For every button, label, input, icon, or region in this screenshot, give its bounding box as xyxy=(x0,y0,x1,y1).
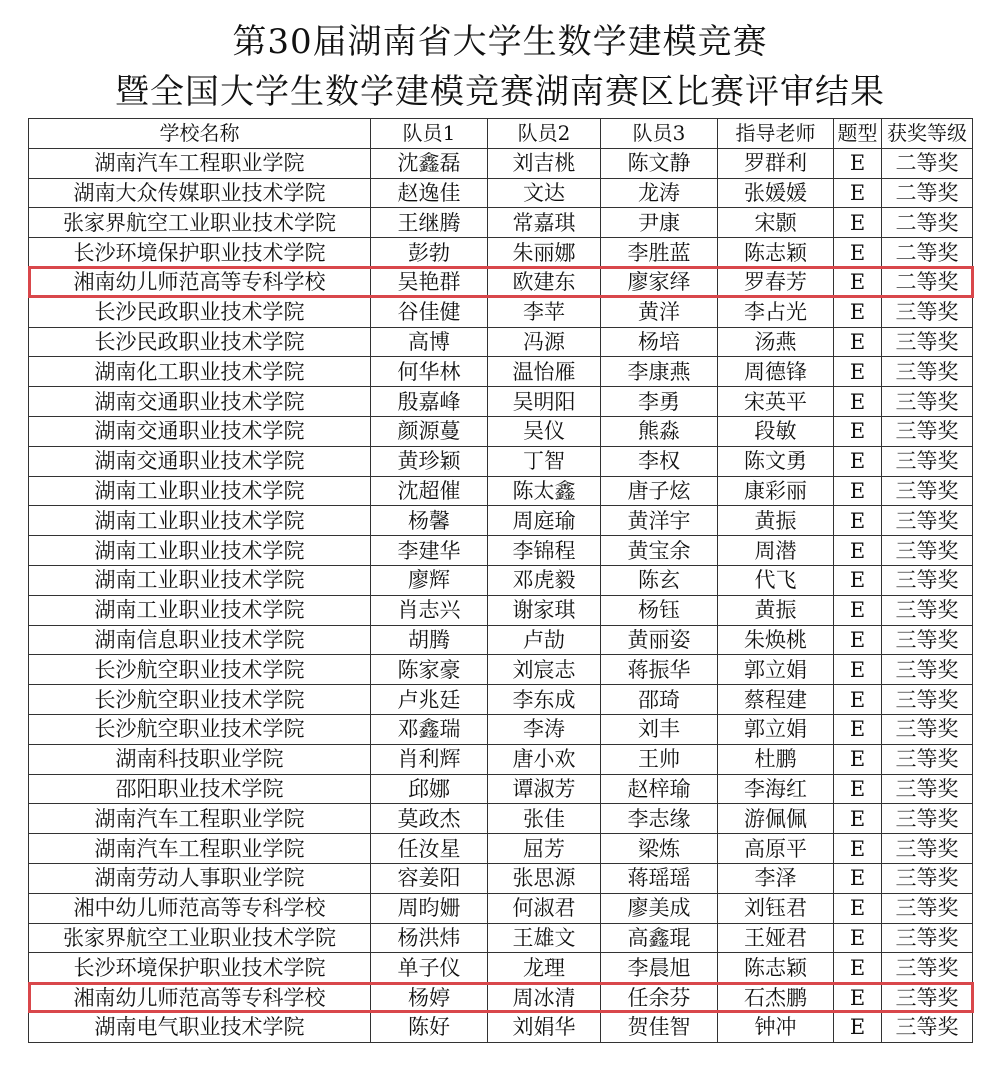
advisor-cell: 张媛媛 xyxy=(718,178,834,208)
member-2-cell: 卢劼 xyxy=(488,625,601,655)
school-cell: 湖南信息职业技术学院 xyxy=(29,625,371,655)
member-3-cell: 李勇 xyxy=(601,387,718,417)
member-3-cell: 廖家绎 xyxy=(601,267,718,297)
table-row xyxy=(29,387,973,417)
school-cell: 湖南科技职业学院 xyxy=(29,744,371,774)
school-cell: 邵阳职业技术学院 xyxy=(29,774,371,804)
advisor-cell: 郭立娟 xyxy=(718,655,834,685)
problem-type-cell: E xyxy=(834,565,882,595)
header-member-3: 队员3 xyxy=(601,119,718,149)
award-level-cell: 三等奖 xyxy=(882,804,973,834)
problem-type-cell: E xyxy=(834,983,882,1013)
award-level-cell: 三等奖 xyxy=(882,387,973,417)
member-1-cell: 何华林 xyxy=(371,357,488,387)
problem-type-cell: E xyxy=(834,744,882,774)
award-level-cell: 三等奖 xyxy=(882,1012,973,1042)
member-2-cell: 刘宸志 xyxy=(488,655,601,685)
award-level-cell: 三等奖 xyxy=(882,655,973,685)
member-2-cell: 周庭瑜 xyxy=(488,506,601,536)
award-level-cell: 三等奖 xyxy=(882,953,973,983)
member-1-cell: 陈好 xyxy=(371,1012,488,1042)
award-level-cell: 三等奖 xyxy=(882,744,973,774)
table-row xyxy=(29,565,973,595)
award-level-cell: 三等奖 xyxy=(882,774,973,804)
advisor-cell: 朱焕桃 xyxy=(718,625,834,655)
school-cell: 湖南工业职业技术学院 xyxy=(29,536,371,566)
member-1-cell: 容姜阳 xyxy=(371,863,488,893)
advisor-cell: 宋颢 xyxy=(718,208,834,238)
school-cell: 湘南幼儿师范高等专科学校 xyxy=(29,267,371,297)
member-3-cell: 蒋瑶瑶 xyxy=(601,863,718,893)
member-2-cell: 李锦程 xyxy=(488,536,601,566)
school-cell: 湖南汽车工程职业学院 xyxy=(29,148,371,178)
member-3-cell: 尹康 xyxy=(601,208,718,238)
member-2-cell: 张佳 xyxy=(488,804,601,834)
member-2-cell: 何淑君 xyxy=(488,893,601,923)
member-3-cell: 李胜蓝 xyxy=(601,238,718,268)
member-2-cell: 常嘉琪 xyxy=(488,208,601,238)
member-1-cell: 黄珍颖 xyxy=(371,446,488,476)
award-level-cell: 二等奖 xyxy=(882,148,973,178)
award-level-cell: 三等奖 xyxy=(882,983,973,1013)
advisor-cell: 李海红 xyxy=(718,774,834,804)
school-cell: 张家界航空工业职业技术学院 xyxy=(29,923,371,953)
problem-type-cell: E xyxy=(834,714,882,744)
advisor-cell: 陈志颖 xyxy=(718,238,834,268)
member-2-cell: 李苹 xyxy=(488,297,601,327)
school-cell: 湖南交通职业技术学院 xyxy=(29,446,371,476)
table-row xyxy=(29,208,973,238)
advisor-cell: 游佩佩 xyxy=(718,804,834,834)
problem-type-cell: E xyxy=(834,953,882,983)
school-cell: 湖南大众传媒职业技术学院 xyxy=(29,178,371,208)
member-2-cell: 刘娟华 xyxy=(488,1012,601,1042)
advisor-cell: 罗春芳 xyxy=(718,267,834,297)
advisor-cell: 刘钰君 xyxy=(718,893,834,923)
advisor-cell: 陈志颖 xyxy=(718,953,834,983)
problem-type-cell: E xyxy=(834,655,882,685)
advisor-cell: 宋英平 xyxy=(718,387,834,417)
advisor-cell: 代飞 xyxy=(718,565,834,595)
member-1-cell: 殷嘉峰 xyxy=(371,387,488,417)
advisor-cell: 郭立娟 xyxy=(718,714,834,744)
table-row xyxy=(29,834,973,864)
table-row xyxy=(29,744,973,774)
member-2-cell: 李涛 xyxy=(488,714,601,744)
problem-type-cell: E xyxy=(834,446,882,476)
member-1-cell: 谷佳健 xyxy=(371,297,488,327)
award-level-cell: 三等奖 xyxy=(882,714,973,744)
member-2-cell: 张思源 xyxy=(488,863,601,893)
award-level-cell: 三等奖 xyxy=(882,923,973,953)
member-3-cell: 廖美成 xyxy=(601,893,718,923)
member-2-cell: 屈芳 xyxy=(488,834,601,864)
table-row xyxy=(29,923,973,953)
problem-type-cell: E xyxy=(834,536,882,566)
member-1-cell: 周昀姗 xyxy=(371,893,488,923)
table-row xyxy=(29,863,973,893)
award-level-cell: 三等奖 xyxy=(882,506,973,536)
member-3-cell: 黄洋宇 xyxy=(601,506,718,536)
member-2-cell: 朱丽娜 xyxy=(488,238,601,268)
problem-type-cell: E xyxy=(834,208,882,238)
award-level-cell: 三等奖 xyxy=(882,625,973,655)
member-3-cell: 任余芬 xyxy=(601,983,718,1013)
table-row xyxy=(29,297,973,327)
award-level-cell: 三等奖 xyxy=(882,595,973,625)
member-1-cell: 单子仪 xyxy=(371,953,488,983)
award-level-cell: 三等奖 xyxy=(882,565,973,595)
member-1-cell: 杨婷 xyxy=(371,983,488,1013)
advisor-cell: 黄振 xyxy=(718,595,834,625)
member-3-cell: 刘丰 xyxy=(601,714,718,744)
problem-type-cell: E xyxy=(834,357,882,387)
school-cell: 湖南电气职业技术学院 xyxy=(29,1012,371,1042)
problem-type-cell: E xyxy=(834,238,882,268)
advisor-cell: 王娅君 xyxy=(718,923,834,953)
member-1-cell: 任汝星 xyxy=(371,834,488,864)
member-2-cell: 欧建东 xyxy=(488,267,601,297)
member-2-cell: 温怡雁 xyxy=(488,357,601,387)
member-1-cell: 王继腾 xyxy=(371,208,488,238)
table-row xyxy=(29,476,973,506)
advisor-cell: 罗群利 xyxy=(718,148,834,178)
school-cell: 湖南汽车工程职业学院 xyxy=(29,804,371,834)
member-1-cell: 肖利辉 xyxy=(371,744,488,774)
school-cell: 湖南化工职业技术学院 xyxy=(29,357,371,387)
member-3-cell: 王帅 xyxy=(601,744,718,774)
member-2-cell: 周冰清 xyxy=(488,983,601,1013)
member-3-cell: 梁炼 xyxy=(601,834,718,864)
member-1-cell: 卢兆廷 xyxy=(371,685,488,715)
advisor-cell: 陈文勇 xyxy=(718,446,834,476)
problem-type-cell: E xyxy=(834,774,882,804)
member-2-cell: 吴仪 xyxy=(488,416,601,446)
award-level-cell: 三等奖 xyxy=(882,446,973,476)
table-row xyxy=(29,446,973,476)
problem-type-cell: E xyxy=(834,416,882,446)
member-2-cell: 丁智 xyxy=(488,446,601,476)
results-table xyxy=(28,118,973,1043)
member-3-cell: 李权 xyxy=(601,446,718,476)
member-1-cell: 莫政杰 xyxy=(371,804,488,834)
award-level-cell: 三等奖 xyxy=(882,893,973,923)
problem-type-cell: E xyxy=(834,1012,882,1042)
problem-type-cell: E xyxy=(834,387,882,417)
table-row xyxy=(29,506,973,536)
problem-type-cell: E xyxy=(834,685,882,715)
advisor-cell: 石杰鹏 xyxy=(718,983,834,1013)
member-1-cell: 赵逸佳 xyxy=(371,178,488,208)
member-2-cell: 唐小欢 xyxy=(488,744,601,774)
member-1-cell: 沈鑫磊 xyxy=(371,148,488,178)
advisor-cell: 李泽 xyxy=(718,863,834,893)
award-level-cell: 三等奖 xyxy=(882,476,973,506)
member-3-cell: 熊淼 xyxy=(601,416,718,446)
award-level-cell: 三等奖 xyxy=(882,357,973,387)
member-2-cell: 谭淑芳 xyxy=(488,774,601,804)
table-row xyxy=(29,655,973,685)
member-1-cell: 胡腾 xyxy=(371,625,488,655)
award-level-cell: 二等奖 xyxy=(882,267,973,297)
table-row xyxy=(29,416,973,446)
member-1-cell: 廖辉 xyxy=(371,565,488,595)
member-3-cell: 陈玄 xyxy=(601,565,718,595)
problem-type-cell: E xyxy=(834,834,882,864)
member-1-cell: 肖志兴 xyxy=(371,595,488,625)
problem-type-cell: E xyxy=(834,148,882,178)
document-title-line-1: 第30届湖南省大学生数学建模竞赛 xyxy=(232,22,768,62)
advisor-cell: 蔡程建 xyxy=(718,685,834,715)
member-1-cell: 杨洪炜 xyxy=(371,923,488,953)
member-2-cell: 谢家琪 xyxy=(488,595,601,625)
award-level-cell: 三等奖 xyxy=(882,327,973,357)
table-row xyxy=(29,774,973,804)
member-3-cell: 杨培 xyxy=(601,327,718,357)
document-title-line-2: 暨全国大学生数学建模竞赛湖南赛区比赛评审结果 xyxy=(115,72,885,112)
school-cell: 长沙民政职业技术学院 xyxy=(29,297,371,327)
member-3-cell: 杨钰 xyxy=(601,595,718,625)
member-3-cell: 黄宝余 xyxy=(601,536,718,566)
member-3-cell: 贺佳智 xyxy=(601,1012,718,1042)
member-1-cell: 邱娜 xyxy=(371,774,488,804)
header-award-level: 获奖等级 xyxy=(882,119,973,149)
school-cell: 湖南交通职业技术学院 xyxy=(29,416,371,446)
member-3-cell: 赵梓瑜 xyxy=(601,774,718,804)
award-level-cell: 三等奖 xyxy=(882,536,973,566)
school-cell: 湖南劳动人事职业学院 xyxy=(29,863,371,893)
problem-type-cell: E xyxy=(834,327,882,357)
member-1-cell: 邓鑫瑞 xyxy=(371,714,488,744)
award-level-cell: 二等奖 xyxy=(882,178,973,208)
problem-type-cell: E xyxy=(834,893,882,923)
problem-type-cell: E xyxy=(834,923,882,953)
school-cell: 湖南工业职业技术学院 xyxy=(29,565,371,595)
problem-type-cell: E xyxy=(834,595,882,625)
school-cell: 湖南交通职业技术学院 xyxy=(29,387,371,417)
member-3-cell: 陈文静 xyxy=(601,148,718,178)
member-1-cell: 沈超催 xyxy=(371,476,488,506)
member-3-cell: 黄丽姿 xyxy=(601,625,718,655)
school-cell: 长沙民政职业技术学院 xyxy=(29,327,371,357)
header-member-1: 队员1 xyxy=(371,119,488,149)
advisor-cell: 杜鹏 xyxy=(718,744,834,774)
member-1-cell: 高博 xyxy=(371,327,488,357)
advisor-cell: 康彩丽 xyxy=(718,476,834,506)
member-2-cell: 刘吉桃 xyxy=(488,148,601,178)
school-cell: 长沙环境保护职业技术学院 xyxy=(29,953,371,983)
header-school: 学校名称 xyxy=(29,119,371,149)
table-row xyxy=(29,267,973,297)
table-body xyxy=(29,148,973,1042)
advisor-cell: 李占光 xyxy=(718,297,834,327)
school-cell: 湘南幼儿师范高等专科学校 xyxy=(29,983,371,1013)
problem-type-cell: E xyxy=(834,863,882,893)
table-row xyxy=(29,238,973,268)
member-2-cell: 文达 xyxy=(488,178,601,208)
school-cell: 张家界航空工业职业技术学院 xyxy=(29,208,371,238)
member-1-cell: 李建华 xyxy=(371,536,488,566)
school-cell: 湖南工业职业技术学院 xyxy=(29,476,371,506)
table-row xyxy=(29,685,973,715)
school-cell: 湖南工业职业技术学院 xyxy=(29,506,371,536)
member-3-cell: 黄洋 xyxy=(601,297,718,327)
school-cell: 长沙航空职业技术学院 xyxy=(29,685,371,715)
member-3-cell: 高鑫琨 xyxy=(601,923,718,953)
school-cell: 长沙环境保护职业技术学院 xyxy=(29,238,371,268)
member-2-cell: 冯源 xyxy=(488,327,601,357)
table-row xyxy=(29,536,973,566)
school-cell: 湘中幼儿师范高等专科学校 xyxy=(29,893,371,923)
table-row xyxy=(29,625,973,655)
table-row xyxy=(29,148,973,178)
member-2-cell: 邓虎毅 xyxy=(488,565,601,595)
member-3-cell: 邵琦 xyxy=(601,685,718,715)
member-1-cell: 吴艳群 xyxy=(371,267,488,297)
table-row xyxy=(29,983,973,1013)
table-row xyxy=(29,327,973,357)
header-problem-type: 题型 xyxy=(834,119,882,149)
table-row xyxy=(29,357,973,387)
school-cell: 长沙航空职业技术学院 xyxy=(29,655,371,685)
problem-type-cell: E xyxy=(834,297,882,327)
advisor-cell: 钟冲 xyxy=(718,1012,834,1042)
member-2-cell: 李东成 xyxy=(488,685,601,715)
advisor-cell: 周德锋 xyxy=(718,357,834,387)
school-cell: 湖南工业职业技术学院 xyxy=(29,595,371,625)
award-level-cell: 三等奖 xyxy=(882,863,973,893)
header-member-2: 队员2 xyxy=(488,119,601,149)
award-level-cell: 二等奖 xyxy=(882,208,973,238)
member-1-cell: 颜源蔓 xyxy=(371,416,488,446)
table-row xyxy=(29,893,973,923)
problem-type-cell: E xyxy=(834,506,882,536)
award-level-cell: 二等奖 xyxy=(882,238,973,268)
member-1-cell: 杨馨 xyxy=(371,506,488,536)
member-3-cell: 唐子炫 xyxy=(601,476,718,506)
member-2-cell: 陈太鑫 xyxy=(488,476,601,506)
advisor-cell: 汤燕 xyxy=(718,327,834,357)
member-1-cell: 彭勃 xyxy=(371,238,488,268)
advisor-cell: 周潜 xyxy=(718,536,834,566)
advisor-cell: 黄振 xyxy=(718,506,834,536)
table-row xyxy=(29,595,973,625)
member-3-cell: 李康燕 xyxy=(601,357,718,387)
advisor-cell: 高原平 xyxy=(718,834,834,864)
table-row xyxy=(29,178,973,208)
table-header-row xyxy=(29,119,973,149)
school-cell: 长沙航空职业技术学院 xyxy=(29,714,371,744)
member-2-cell: 龙理 xyxy=(488,953,601,983)
member-2-cell: 王雄文 xyxy=(488,923,601,953)
member-3-cell: 李晨旭 xyxy=(601,953,718,983)
table-row xyxy=(29,804,973,834)
header-advisor: 指导老师 xyxy=(718,119,834,149)
member-1-cell: 陈家豪 xyxy=(371,655,488,685)
award-level-cell: 三等奖 xyxy=(882,834,973,864)
award-level-cell: 三等奖 xyxy=(882,297,973,327)
table-row xyxy=(29,714,973,744)
award-level-cell: 三等奖 xyxy=(882,685,973,715)
table-row xyxy=(29,1012,973,1042)
member-2-cell: 吴明阳 xyxy=(488,387,601,417)
problem-type-cell: E xyxy=(834,178,882,208)
problem-type-cell: E xyxy=(834,267,882,297)
member-3-cell: 李志缘 xyxy=(601,804,718,834)
advisor-cell: 段敏 xyxy=(718,416,834,446)
member-3-cell: 蒋振华 xyxy=(601,655,718,685)
table-row xyxy=(29,953,973,983)
problem-type-cell: E xyxy=(834,476,882,506)
award-level-cell: 三等奖 xyxy=(882,416,973,446)
member-3-cell: 龙涛 xyxy=(601,178,718,208)
problem-type-cell: E xyxy=(834,625,882,655)
school-cell: 湖南汽车工程职业学院 xyxy=(29,834,371,864)
problem-type-cell: E xyxy=(834,804,882,834)
